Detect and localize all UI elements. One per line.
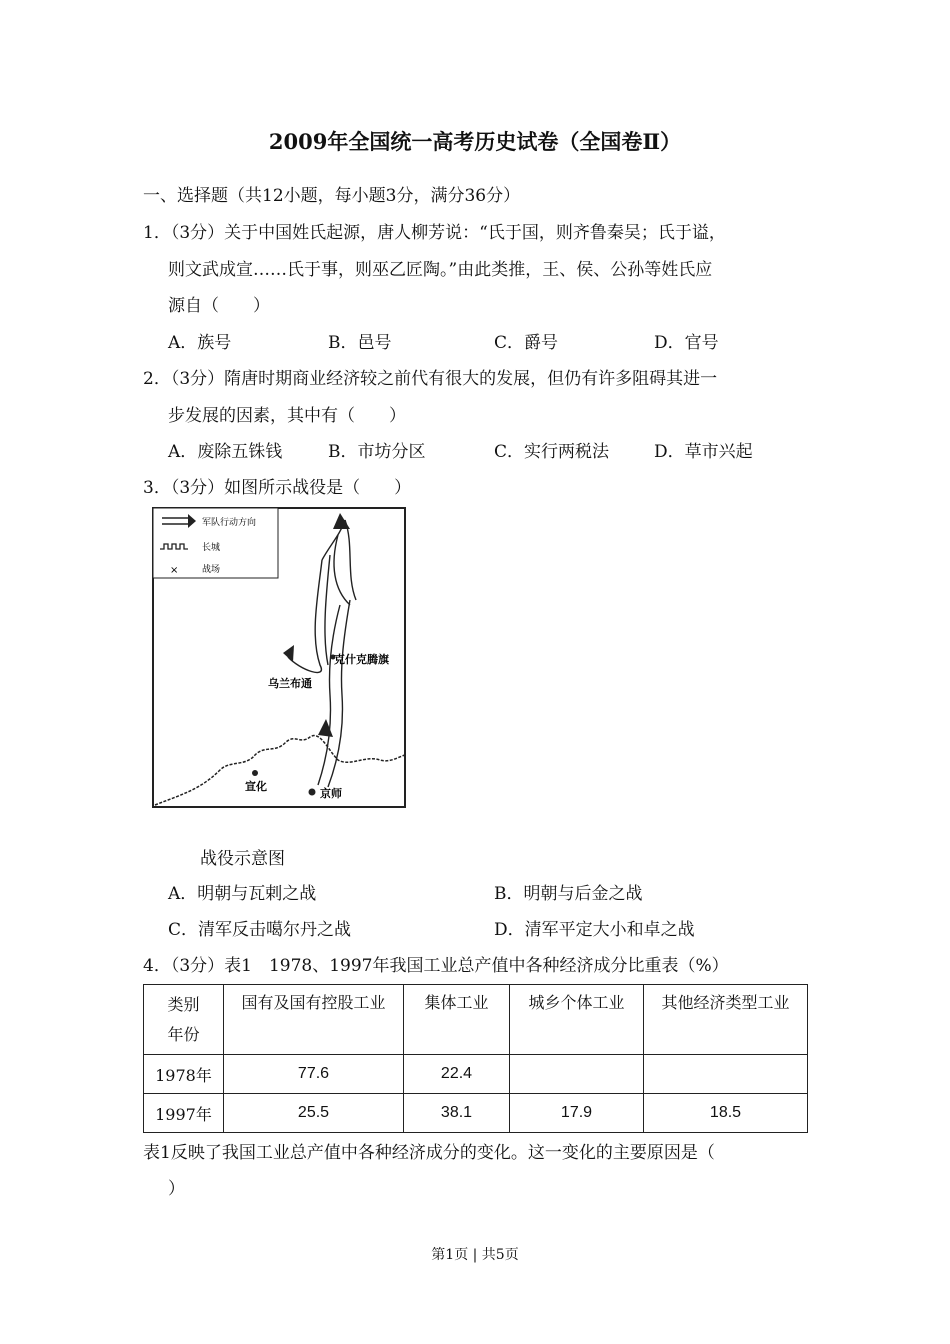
legend-label-battlefield: 战场: [202, 565, 221, 575]
corner-label-year: 年份: [167, 1024, 200, 1044]
table-cell: 77.6: [224, 1055, 404, 1094]
legend-label-direction: 军队行动方向: [202, 518, 257, 528]
question-3-option-d[interactable]: D．清军平定大小和卓之战: [494, 920, 695, 940]
table-row: [144, 1094, 808, 1133]
place-jingshi: 京师: [320, 787, 342, 800]
question-2-option-b[interactable]: B．市坊分区: [328, 442, 426, 462]
page-title: 2009年全国统一高考历史试卷（全国卷Ⅱ）: [268, 129, 682, 154]
section-heading: 一、选择题（共12小题，每小题3分，满分36分）: [143, 186, 521, 206]
question-4-line-2: 表1反映了我国工业总产值中各种经济成分的变化。这一变化的主要原因是（: [143, 1143, 715, 1163]
table-cell: 25.5: [224, 1094, 404, 1133]
page-footer: 第1页 | 共5页: [431, 1247, 519, 1263]
table-header: 其他经济类型工业: [644, 985, 808, 1055]
question-3-option-a[interactable]: A．明朝与瓦剌之战: [168, 884, 317, 904]
question-2-option-a[interactable]: A．废除五铢钱: [168, 442, 283, 462]
question-3-option-b[interactable]: B．明朝与后金之战: [494, 884, 643, 904]
table-cell: 17.9: [510, 1094, 644, 1133]
question-1-line-1: 1．（3分）关于中国姓氏起源，唐人柳芳说：“氏于国，则齐鲁秦吴；氏于谥，: [143, 223, 726, 243]
question-2-option-d[interactable]: D．草市兴起: [654, 442, 753, 462]
economy-table: [143, 984, 808, 1133]
question-1-line-3: 源自（ ）: [168, 296, 270, 316]
question-1-option-b[interactable]: B．邑号: [328, 333, 392, 353]
table-cell: 18.5: [644, 1094, 808, 1133]
table-header: 国有及国有控股工业: [224, 985, 404, 1055]
question-3-option-c[interactable]: C．清军反击噶尔丹之战: [168, 920, 352, 940]
question-2-line-1: 2．（3分）隋唐时期商业经济较之前代有很大的发展，但仍有许多阻碍其进一: [143, 369, 718, 389]
table-cell-year: 1978年: [144, 1055, 224, 1094]
question-1-option-a[interactable]: A．族号: [168, 333, 232, 353]
question-1-option-c[interactable]: C．爵号: [494, 333, 559, 353]
table-cell: [644, 1055, 808, 1094]
table-cell: [510, 1055, 644, 1094]
place-keshiketeng: 克什克腾旗: [334, 653, 389, 666]
corner-label-category: 类别: [167, 994, 200, 1014]
question-2-line-2: 步发展的因素，其中有（ ）: [168, 406, 406, 426]
table-header: 集体工业: [404, 985, 510, 1055]
table-row: [144, 1055, 808, 1094]
legend-label-wall: 长城: [202, 543, 221, 553]
table-cell: 22.4: [404, 1055, 510, 1094]
jingshi-point: [309, 789, 316, 796]
legend-battle-icon: ×: [170, 565, 179, 576]
question-2-option-c[interactable]: C．实行两税法: [494, 442, 610, 462]
xuanhua-point: [252, 770, 258, 776]
table-cell-year: 1997年: [144, 1094, 224, 1133]
question-4-line-3: ）: [168, 1179, 185, 1199]
question-1-option-d[interactable]: D．官号: [654, 333, 719, 353]
question-4-line-1: 4．（3分）表1 1978、1997年我国工业总产值中各种经济成分比重表（%）: [143, 956, 729, 976]
map-caption: 战役示意图: [200, 849, 285, 869]
question-1-line-2: 则文武成宣……氏于事，则巫乙匠陶。”由此类推，王、侯、公孙等姓氏应: [168, 260, 713, 280]
place-xuanhua: 宣化: [245, 780, 267, 793]
table-corner-cell: [144, 985, 224, 1055]
table-cell: 38.1: [404, 1094, 510, 1133]
question-3-line-1: 3．（3分）如图所示战役是（ ）: [143, 478, 412, 498]
battle-map: [150, 505, 408, 810]
table-header: 城乡个体工业: [510, 985, 644, 1055]
place-wulanbutong: 乌兰布通: [268, 677, 312, 690]
